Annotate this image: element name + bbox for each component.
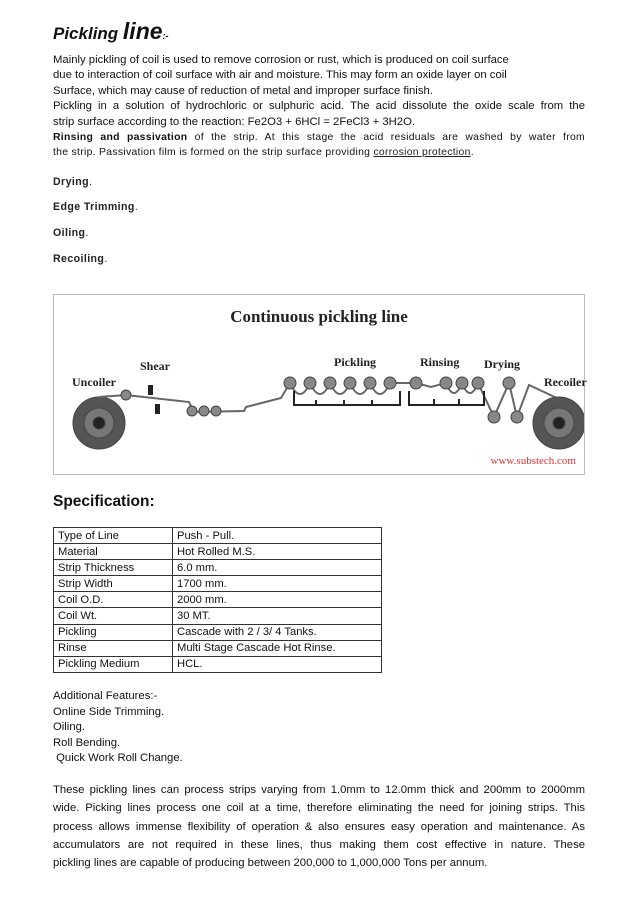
rinsing-rest: of the strip. At this stage the acid residuals are washed by water from [187, 131, 585, 143]
step-drying: Drying. [53, 176, 93, 188]
features-heading: Additional Features:- [53, 690, 158, 702]
step-recoiling: Recoiling. [53, 253, 108, 265]
table-row: Material Hot Rolled M.S. [54, 544, 382, 560]
figure-title: Continuous pickling line [230, 307, 408, 326]
specification-table [53, 527, 382, 673]
intro-line: Surface, which may cause of reduction of metal and improper surface finish. [53, 84, 433, 97]
closing-line: pickling lines are capable of producing between 200,000 to 1,000,000 Tons per annum. [53, 857, 488, 870]
list-item: Online Side Trimming. [53, 705, 165, 718]
table-row: Coil Wt. 30 MT. [54, 608, 382, 624]
recoiler-coil [533, 397, 584, 449]
closing-line: process allows immense flexibility of operation & also ensures easy operation and maintenance. As [53, 820, 585, 833]
table-row: Rinse Multi Stage Cascade Hot Rinse. [54, 640, 382, 656]
label-drying: Drying [484, 357, 520, 371]
intro-paragraph [53, 53, 585, 161]
uncoiler-coil [73, 397, 125, 449]
rinsing-tank [409, 391, 484, 405]
pickling-line-figure [53, 294, 585, 475]
heading-part-3: :- [162, 31, 169, 41]
additional-features [53, 689, 183, 767]
heading-part-2: line [122, 18, 163, 44]
rinsing-line2-text: the strip. Passivation film is formed on the strip surface providing [53, 147, 374, 159]
figure-credit: www.substech.com [490, 455, 576, 467]
table-row: Pickling Medium HCL. [54, 656, 382, 672]
closing-paragraph [53, 781, 585, 872]
list-item: Quick Work Roll Change. [53, 752, 183, 765]
rinsing-line-2 [53, 145, 585, 160]
list-item: Roll Bending. [53, 736, 121, 749]
table-row: Coil O.D. 2000 mm. [54, 592, 382, 608]
rinsing-line [53, 130, 585, 145]
label-pickling: Pickling [334, 355, 377, 369]
step-edge-trimming: Edge Trimming. [53, 201, 139, 213]
list-item: Oiling. [53, 721, 86, 734]
label-rinsing: Rinsing [420, 355, 460, 369]
intro-line: due to interaction of coil surface with air and moisture. This may form an oxide layer on coil [53, 69, 507, 82]
table-row: Type of Line Push - Pull. [54, 528, 382, 544]
closing-line: wide. Picking lines process one coil at a time, therefore eliminating the need for joining strips. This [53, 802, 585, 815]
pickling-line-drawing [54, 295, 584, 474]
rinsing-bold: Rinsing and passivation [53, 131, 188, 143]
table-row: Strip Width 1700 mm. [54, 576, 382, 592]
closing-line: accumulators are not required in these lines, thus making them cost effective in nature. These [53, 838, 585, 851]
closing-line: These pickling lines can process strips varying from 1.0mm to 12.0mm thick and 200mm to 2000mm [53, 784, 585, 796]
page-heading [53, 18, 169, 45]
pinch-rolls [121, 377, 523, 423]
intro-line: Mainly pickling of coil is used to remove corrosion or rust, which is produced on coil surface [53, 54, 509, 66]
label-shear: Shear [140, 359, 170, 373]
corrosion-protection-link[interactable]: corrosion protection [373, 147, 471, 159]
heading-part-1: Pickling [53, 24, 123, 43]
label-uncoiler: Uncoiler [72, 375, 116, 389]
specification-heading: Specification: [53, 493, 155, 510]
label-recoiler: Recoiler [544, 375, 587, 389]
rinsing-end: . [470, 147, 474, 159]
step-oiling: Oiling. [53, 227, 89, 239]
intro-line: strip surface according to the reaction: Fe2O3 + 6HCl = 2FeCl3 + 3H2O. [53, 115, 415, 128]
table-row: Strip Thickness 6.0 mm. [54, 560, 382, 576]
intro-line: Pickling in a solution of hydrochloric or sulphuric acid. The acid dissolute the oxide scale from the [53, 100, 585, 113]
table-row: Pickling Cascade with 2 / 3/ 4 Tanks. [54, 624, 382, 640]
